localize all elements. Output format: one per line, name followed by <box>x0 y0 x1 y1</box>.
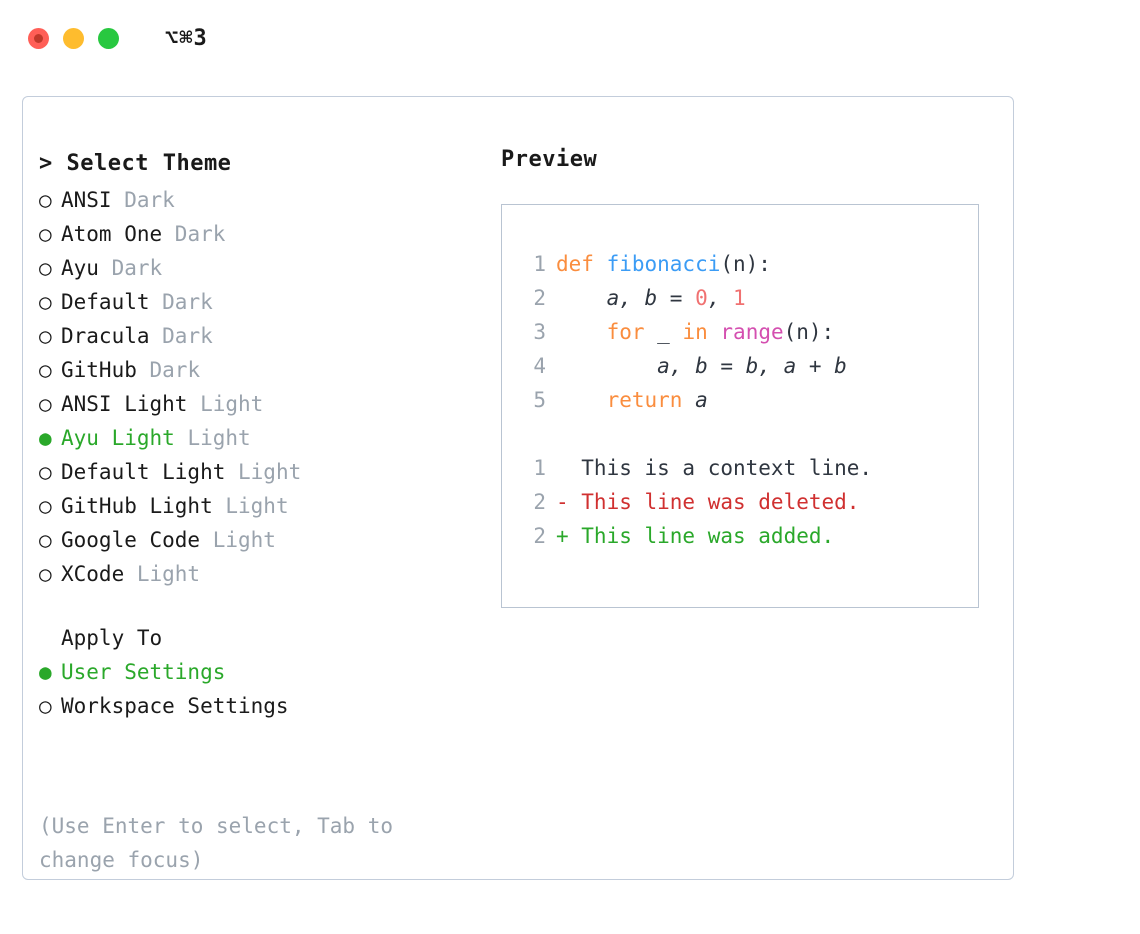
radio-icon: ○ <box>39 460 52 484</box>
radio-selected-icon: ● <box>39 660 52 684</box>
theme-option[interactable] <box>39 455 479 489</box>
code-token: return <box>606 388 683 412</box>
radio-icon: ○ <box>39 256 52 280</box>
theme-option-label: Default <box>61 290 163 314</box>
theme-option-variant: Light <box>238 460 302 484</box>
radio-icon: ○ <box>39 392 52 416</box>
code-token <box>708 320 721 344</box>
preview-pane <box>501 147 991 608</box>
diff-text: This is a context line. <box>556 456 873 480</box>
radio-icon: ○ <box>39 290 52 314</box>
window-title: ⌥⌘3 <box>165 25 208 51</box>
theme-option[interactable] <box>39 319 479 353</box>
code-token: 1 <box>733 286 746 310</box>
radio-icon: ○ <box>39 694 52 718</box>
code-token: for <box>606 320 645 344</box>
code-line <box>518 349 978 383</box>
apply-to-option-label: Workspace Settings <box>61 694 289 718</box>
theme-option-label: Default Light <box>61 460 239 484</box>
code-token: a, b = b, a + b <box>556 354 847 378</box>
code-token <box>556 320 607 344</box>
code-token: range <box>720 320 784 344</box>
theme-option-label: Ayu <box>61 256 112 280</box>
code-token <box>556 388 607 412</box>
radio-icon: ○ <box>39 494 52 518</box>
theme-option-label: Ayu Light <box>61 426 188 450</box>
zoom-icon[interactable] <box>98 28 119 49</box>
diff-line <box>518 451 978 485</box>
code-token: _ <box>644 320 683 344</box>
code-token: (n): <box>720 252 771 276</box>
theme-option-variant: Light <box>212 528 276 552</box>
theme-option-label: GitHub <box>61 358 150 382</box>
theme-list <box>39 147 479 723</box>
theme-option[interactable] <box>39 251 479 285</box>
code-token: a <box>682 388 708 412</box>
diff-line <box>518 485 978 519</box>
apply-to-header: Apply To <box>61 626 163 650</box>
apply-to-option[interactable] <box>39 655 479 689</box>
code-token: 0 <box>695 286 708 310</box>
theme-option[interactable] <box>39 523 479 557</box>
radio-icon: ○ <box>39 188 52 212</box>
code-token: in <box>682 320 708 344</box>
keyboard-hint: (Use Enter to select, Tab to change focus) <box>39 814 394 872</box>
theme-option-variant: Dark <box>162 290 213 314</box>
line-number: 1 <box>533 456 546 480</box>
theme-option[interactable] <box>39 387 479 421</box>
theme-option[interactable] <box>39 353 479 387</box>
title-bar <box>0 0 1140 76</box>
line-number: 3 <box>533 320 546 344</box>
close-icon[interactable] <box>28 28 49 49</box>
code-token: fibonacci <box>606 252 721 276</box>
theme-option-variant: Dark <box>111 256 163 280</box>
line-number: 4 <box>533 354 546 378</box>
diff-text: - This line was deleted. <box>556 490 860 514</box>
code-token: a, b = <box>556 286 696 310</box>
apply-to-option-label: User Settings <box>61 660 226 684</box>
select-theme-header: > Select Theme <box>39 151 232 176</box>
radio-icon: ○ <box>39 528 52 552</box>
radio-icon: ○ <box>39 324 52 348</box>
line-number: 2 <box>533 286 546 310</box>
theme-option-label: ANSI Light <box>61 392 201 416</box>
theme-option-label: ANSI <box>61 188 125 212</box>
radio-icon: ○ <box>39 358 52 382</box>
line-number: 5 <box>533 388 546 412</box>
theme-option-variant: Light <box>200 392 264 416</box>
theme-option-variant: Dark <box>174 222 226 246</box>
theme-option[interactable] <box>39 285 479 319</box>
radio-icon: ○ <box>39 222 52 246</box>
code-line <box>518 383 978 417</box>
theme-option[interactable] <box>39 557 479 591</box>
diff-line <box>518 519 978 553</box>
theme-option[interactable] <box>39 489 479 523</box>
apply-to-option[interactable] <box>39 689 479 723</box>
radio-icon: ○ <box>39 562 52 586</box>
theme-option-variant: Light <box>225 494 289 518</box>
theme-option-variant: Dark <box>162 324 213 348</box>
theme-option[interactable] <box>39 421 479 455</box>
traffic-lights <box>28 28 119 49</box>
radio-selected-icon: ● <box>39 426 52 450</box>
code-line <box>518 315 978 349</box>
theme-option-variant: Light <box>187 426 251 450</box>
code-token: , <box>707 286 734 310</box>
theme-option-variant: Dark <box>149 358 201 382</box>
line-number: 2 <box>533 524 546 548</box>
theme-option-label: XCode <box>61 562 137 586</box>
theme-option-variant: Dark <box>124 188 175 212</box>
theme-option-label: Atom One <box>61 222 175 246</box>
theme-option[interactable] <box>39 183 479 217</box>
line-number: 1 <box>533 252 546 276</box>
line-number: 2 <box>533 490 546 514</box>
code-line <box>518 247 978 281</box>
diff-text: + This line was added. <box>556 524 835 548</box>
minimize-icon[interactable] <box>63 28 84 49</box>
theme-option-label: Google Code <box>61 528 213 552</box>
code-token: def <box>556 252 607 276</box>
preview-box <box>501 204 979 608</box>
theme-option-label: Dracula <box>61 324 163 348</box>
code-line <box>518 281 978 315</box>
theme-picker-panel <box>22 96 1014 880</box>
code-token: (n): <box>783 320 835 344</box>
preview-title: Preview <box>501 147 598 172</box>
theme-option-variant: Light <box>136 562 201 586</box>
theme-option[interactable] <box>39 217 479 251</box>
theme-option-label: GitHub Light <box>61 494 226 518</box>
